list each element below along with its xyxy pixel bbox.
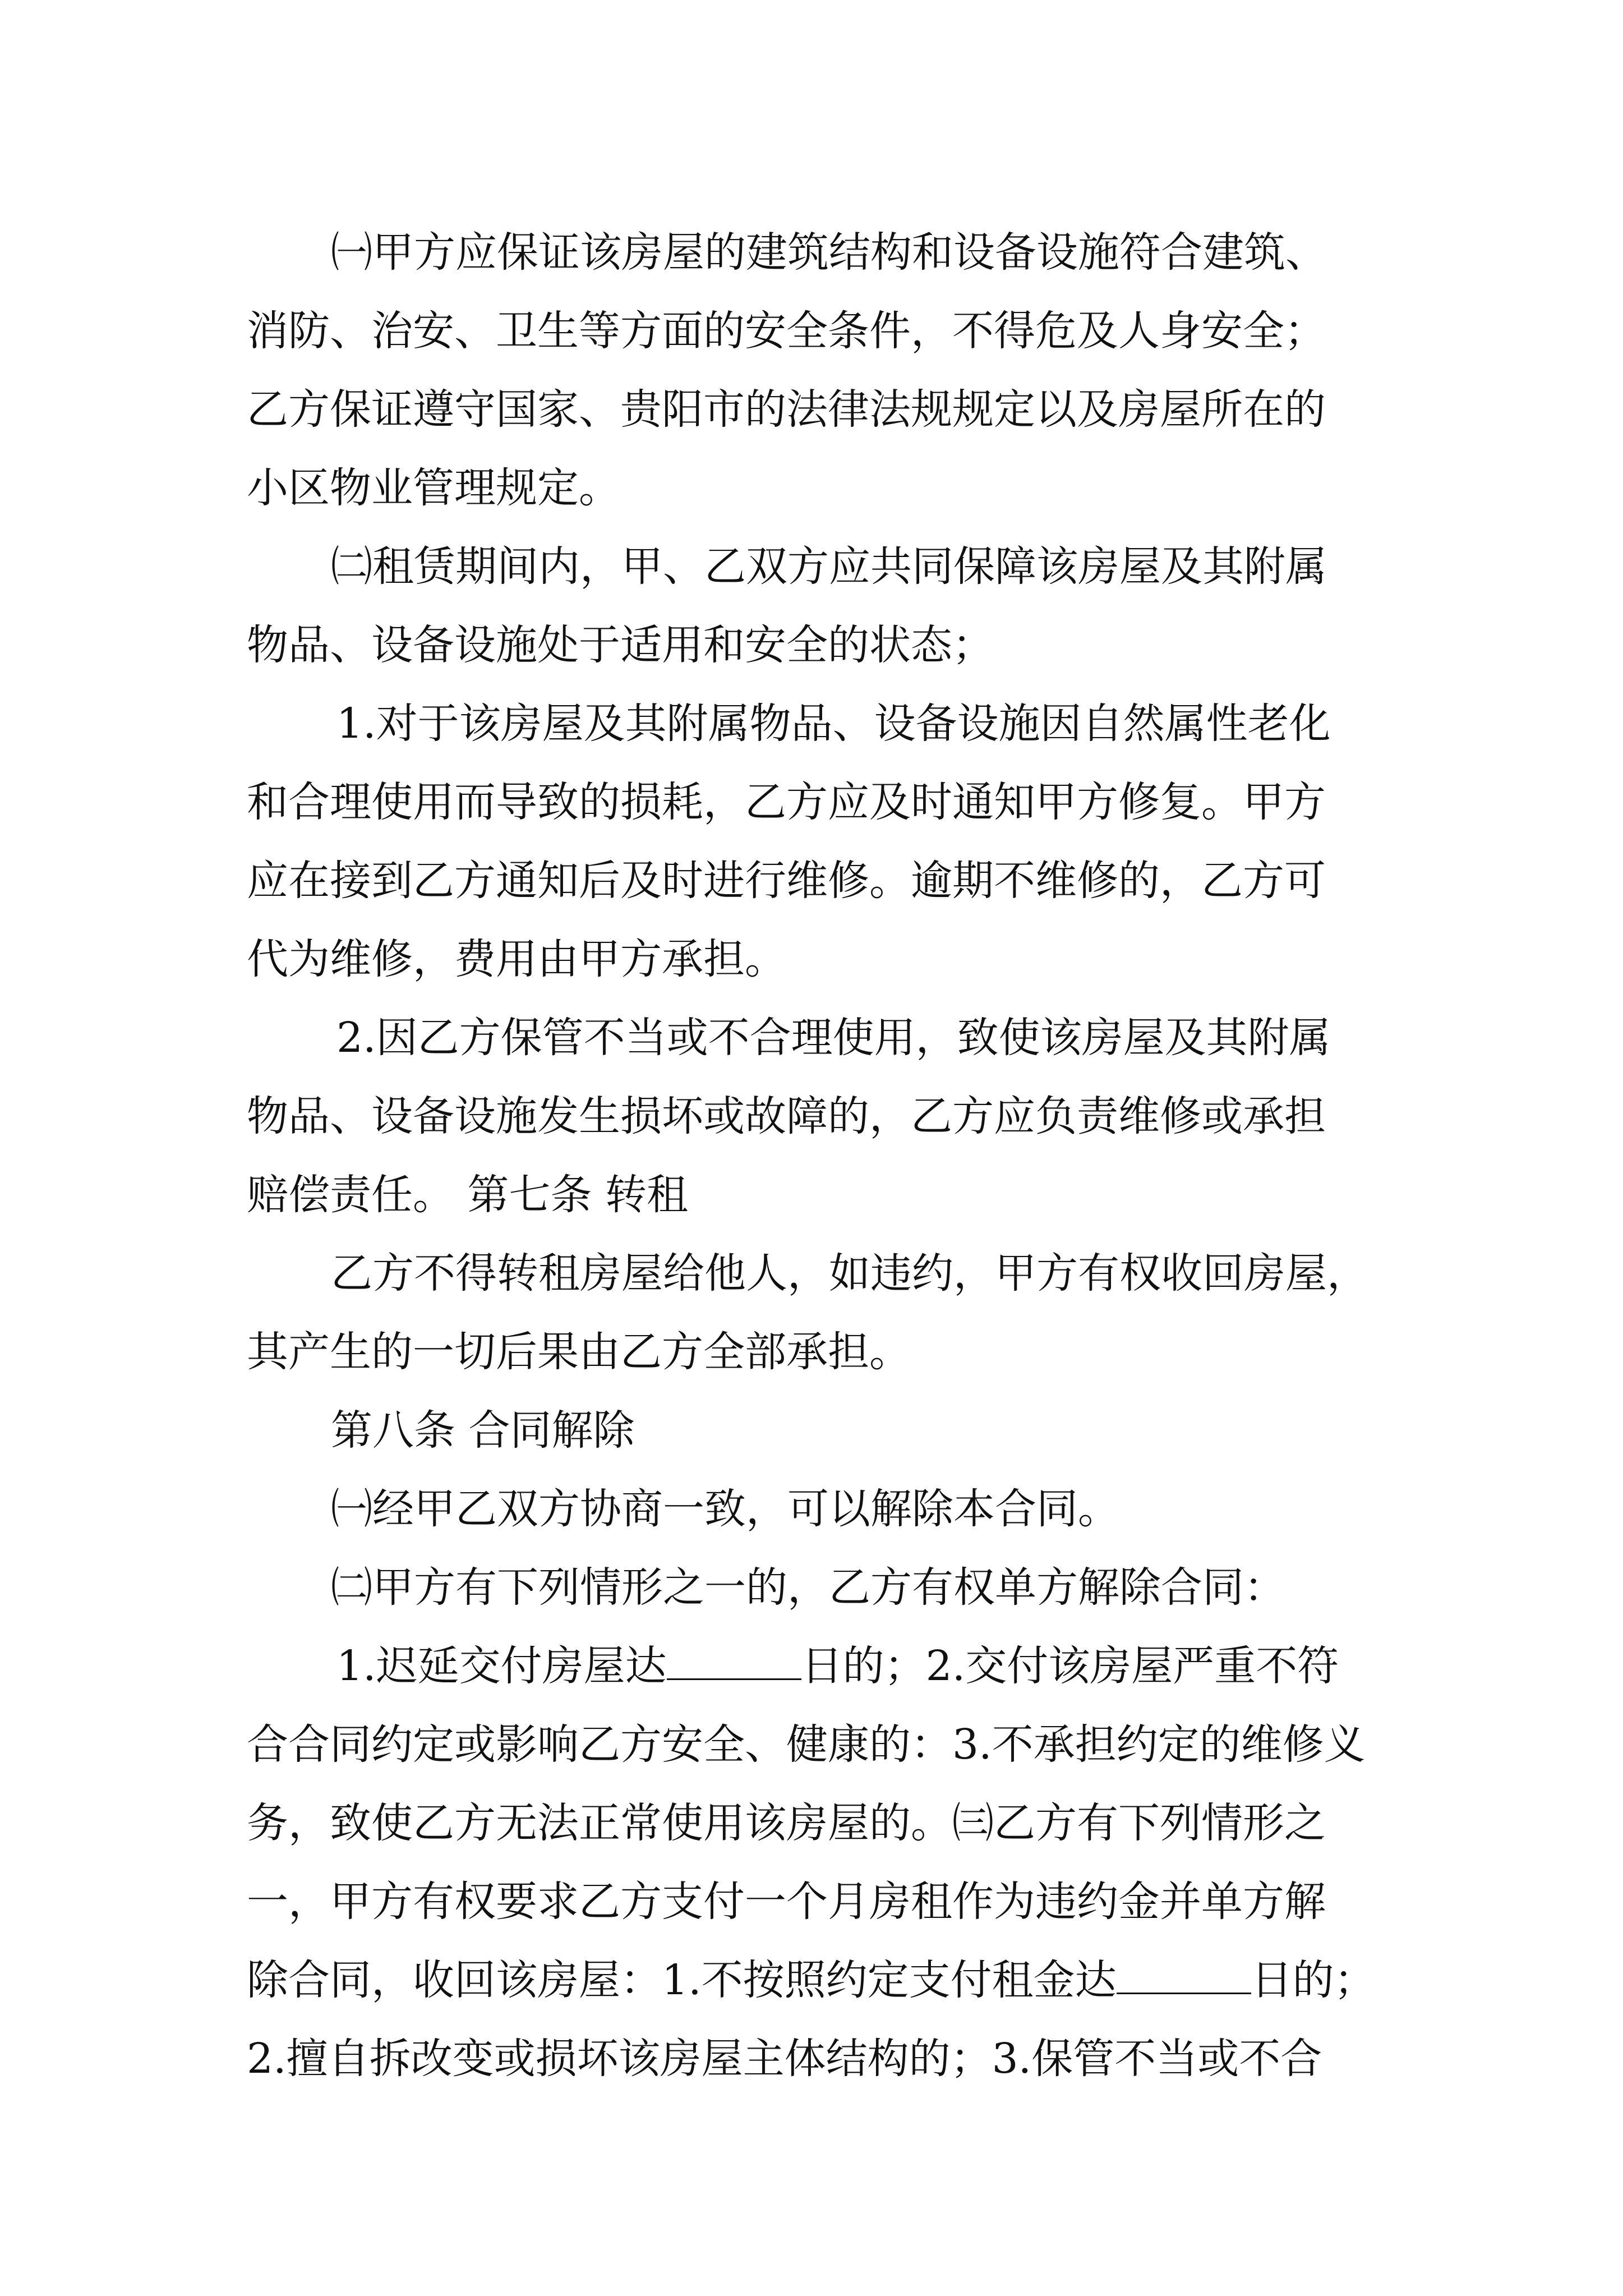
- text-fragment: 日的；2.交付该房屋严重不符: [801, 1642, 1339, 1690]
- paragraph-line: 赔偿责任。 第七条 转租: [247, 1171, 689, 1219]
- paragraph-line: ㈡甲方有下列情形之一的，乙方有权单方解除合同：: [331, 1563, 1285, 1612]
- text-fragment: 除合同，收回该房屋：1.不按照约定支付租金达: [247, 1956, 1117, 2004]
- paragraph-line: ㈠经甲乙双方协商一致，可以解除本合同。: [331, 1485, 1119, 1533]
- paragraph-line: 务，致使乙方无法正常使用该房屋的。㈢乙方有下列情形之: [247, 1799, 1326, 1847]
- paragraph-line: [247, 1627, 1396, 1705]
- fill-in-blank: [1117, 1959, 1251, 1994]
- paragraph-line: 物品、设备设施处于适用和安全的状态；: [247, 621, 994, 669]
- paragraph-line: 其产生的一切后果由乙方全部承担。: [247, 1328, 911, 1376]
- paragraph-line: ㈠甲方应保证该房屋的建筑结构和设备设施符合建筑、: [331, 228, 1327, 277]
- paragraph-line: 乙方保证遵守国家、贵阳市的法律法规规定以及房屋所在的: [247, 385, 1326, 434]
- paragraph-line: 应在接到乙方通知后及时进行维修。逾期不维修的，乙方可: [247, 857, 1326, 905]
- paragraph-line: 2.擅自拆改变或损坏该房屋主体结构的；3.保管不当或不合: [247, 2035, 1322, 2083]
- text-fragment: 日的；: [1251, 1956, 1376, 2004]
- paragraph-line: [247, 1941, 1396, 2019]
- paragraph-line: 代为维修，费用由甲方承担。: [247, 935, 786, 983]
- paragraph-line: 1.对于该房屋及其附属物品、设备设施因自然属性老化: [336, 700, 1331, 748]
- paragraph-line: 小区物业管理规定。: [247, 464, 620, 512]
- paragraph-line: 合合同约定或影响乙方安全、健康的：3.不承担约定的维修义: [247, 1720, 1366, 1769]
- paragraph-line: 物品、设备设施发生损坏或故障的，乙方应负责维修或承担: [247, 1092, 1326, 1140]
- fill-in-blank: [667, 1645, 801, 1680]
- document-body: [247, 213, 1396, 2098]
- paragraph-line: ㈡租赁期间内，甲、乙双方应共同保障该房屋及其附属: [331, 542, 1327, 591]
- paragraph-line: 乙方不得转租房屋给他人，如违约，甲方有权收回房屋，: [331, 1249, 1368, 1297]
- paragraph-line: 一，甲方有权要求乙方支付一个月房租作为违约金并单方解: [247, 1878, 1326, 1926]
- paragraph-line: 和合理使用而导致的损耗，乙方应及时通知甲方修复。甲方: [247, 778, 1326, 826]
- paragraph-line: 2.因乙方保管不当或不合理使用，致使该房屋及其附属: [336, 1014, 1331, 1062]
- text-fragment: 1.迟延交付房屋达: [336, 1642, 667, 1690]
- section-heading: 第八条 合同解除: [331, 1406, 635, 1455]
- paragraph-line: 消防、治安、卫生等方面的安全条件，不得危及人身安全；: [247, 307, 1326, 355]
